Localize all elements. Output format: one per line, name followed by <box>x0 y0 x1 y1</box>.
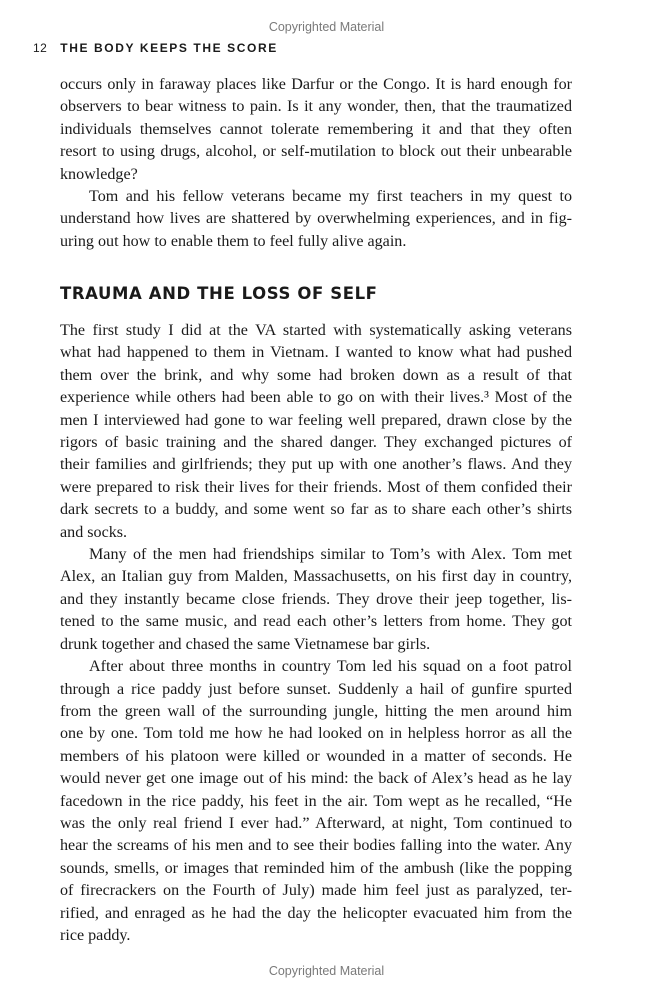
text-line: men I interviewed had gone to war feeling well prepared, drawn close by the <box>60 411 572 429</box>
text-line: and socks. <box>60 523 128 541</box>
copyright-notice-top: Copyrighted Material <box>268 20 385 34</box>
body-text-section-1 <box>60 74 572 253</box>
text-line: Many of the men had friendships similar to Tom’s with Alex. Tom met <box>89 546 572 564</box>
text-line: rigors of basic training and the shared danger. They exchanged pictures of <box>60 434 572 452</box>
text-line: Tom and his fellow veterans became my first teachers in my quest to <box>89 188 572 206</box>
text-line: members of his platoon were killed or wounded in a matter of seconds. He <box>60 747 572 765</box>
text-line: knowledge? <box>60 165 138 183</box>
text-line: observers to bear witness to pain. Is it any wonder, then, that the traumatized <box>60 98 572 116</box>
text-line: uring out how to enable them to feel fully alive again. <box>60 232 407 250</box>
text-line: The first study I did at the VA started with systematically asking veterans <box>60 322 572 339</box>
text-line: what had happened to them in Vietnam. I wanted to know what had pushed <box>60 344 572 362</box>
text-line: Alex, an Italian guy from Malden, Massachusetts, on his first day in country, <box>60 568 572 586</box>
text-line: of firecrackers on the Fourth of July) made him feel just as paralyzed, ter- <box>60 882 572 900</box>
text-line: experience while others had been able to go on with their lives.³ Most of the <box>60 389 572 407</box>
text-line: them over the brink, and why some had broken down as a result of that <box>60 366 572 384</box>
text-line: rice paddy. <box>60 926 131 944</box>
running-title: THE BODY KEEPS THE SCORE <box>60 41 278 55</box>
text-line: occurs only in faraway places like Darfur or the Congo. It is hard enough for <box>60 76 572 93</box>
text-line: their families and girlfriends; they put up with one another’s flaws. And they <box>60 456 572 474</box>
text-line: rified, and enraged as he had the day the helicopter evacuated him from the <box>60 904 572 922</box>
text-line: resort to using drugs, alcohol, or self-mutilation to block out their unbearable <box>60 143 572 161</box>
text-line: through a rice paddy just before sunset. Suddenly a hail of gunfire spurted <box>60 680 572 698</box>
text-line: hear the screams of his men and to see their bodies falling into the water. Any <box>60 837 572 855</box>
text-line: individuals themselves cannot tolerate remembering it and that they often <box>60 120 572 138</box>
running-head <box>33 41 278 55</box>
text-line: dark secrets to a buddy, and some went so far as to share each other’s shirts <box>60 501 572 519</box>
text-line: one by one. Tom told me how he had looked on in helpless horror as all the <box>60 725 572 743</box>
text-line: sounds, smells, or images that reminded him of the ambush (like the popping <box>60 859 572 877</box>
text-line: understand how lives are shattered by overwhelming experiences, and in fig- <box>60 210 572 228</box>
text-line: tened to the same music, and read each other’s letters from home. They got <box>60 613 572 631</box>
text-line: would never get one image out of his mind: the back of Alex’s head as he lay <box>60 770 572 788</box>
body-text-section-2 <box>60 320 572 947</box>
section-heading: TRAUMA AND THE LOSS OF SELF <box>60 284 378 303</box>
page-number: 12 <box>33 41 48 55</box>
text-line: from the green wall of the surrounding jungle, hitting the men around him <box>60 702 572 720</box>
text-line: and they instantly became close friends. They drove their jeep together, lis- <box>60 590 572 608</box>
text-line: were prepared to risk their lives for their friends. Most of them confided their <box>60 478 572 496</box>
text-line: drunk together and chased the same Vietnamese bar girls. <box>60 635 431 653</box>
copyright-notice-bottom: Copyrighted Material <box>268 964 385 978</box>
text-line: facedown in the rice paddy, his feet in the air. Tom wept as he recalled, “He <box>60 792 572 810</box>
text-line: was the only real friend I ever had.” Afterward, at night, Tom continued to <box>60 814 572 832</box>
text-line: After about three months in country Tom led his squad on a foot patrol <box>89 658 572 676</box>
